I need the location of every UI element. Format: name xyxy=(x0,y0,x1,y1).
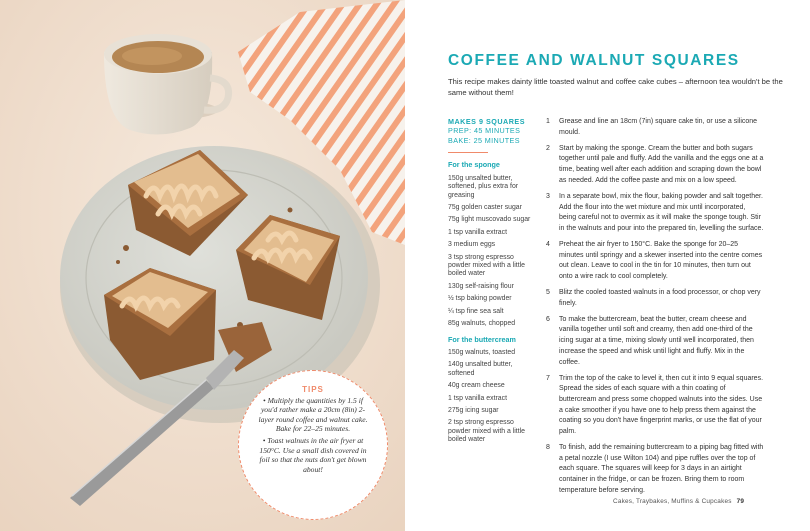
step-number: 1 xyxy=(546,118,550,125)
step-number: 8 xyxy=(546,444,550,452)
ingredient: 1 tsp vanilla extract xyxy=(448,394,507,402)
method-step xyxy=(546,288,764,309)
method-step xyxy=(546,117,764,138)
tips-title: TIPS xyxy=(302,385,324,394)
step-number: 3 xyxy=(546,192,550,200)
ingredient: 1 tsp vanilla extract xyxy=(448,228,507,236)
method-step xyxy=(546,240,764,283)
ingredient: 3 medium eggs xyxy=(448,241,496,249)
method-step xyxy=(546,144,764,187)
step-number: 4 xyxy=(546,240,550,248)
page-number: 79 xyxy=(736,498,745,505)
step-number: 6 xyxy=(546,315,550,323)
tips-badge xyxy=(238,370,388,520)
tip-item: • Toast walnuts in the air fryer at 150°C. Use a small dish covered in foil so that the nuts don't get blown about! xyxy=(259,435,367,474)
tip-item: • Multiply the quantities by 1.5 if you'd rather make a 20cm (8in) 2-layer round coffee and walnut cake. Bake for 22–25 minutes. xyxy=(258,395,368,434)
ingredient: 40g cream cheese xyxy=(448,382,505,390)
method-step xyxy=(546,443,764,497)
sponge-heading: For the sponge xyxy=(448,160,500,170)
step-text: Start by making the sponge. Cream the butter and both sugars together until pale and fluffy. Add the vanilla and the eggs one at a time, beating well after each addition and scraping down the bowl as needed. Add the coffee paste and mix on a low speed. xyxy=(559,144,764,184)
recipe-intro: This recipe makes dainty little toasted walnut and coffee cake cubes – afternoon tea wouldn't be the same without them! xyxy=(448,77,783,97)
method-steps xyxy=(546,117,764,502)
step-number: 2 xyxy=(546,144,550,152)
ingredient: 275g icing sugar xyxy=(448,406,499,414)
ingredient: ¼ tsp fine sea salt xyxy=(448,307,504,315)
ingredient: 150g unsalted butter, softened, plus extra for greasing xyxy=(448,174,519,199)
ingredient: 2 tsp strong espresso powder mixed with a little boiled water xyxy=(448,419,525,444)
ingredient: 130g self-raising flour xyxy=(448,282,514,290)
step-text: In a separate bowl, mix the flour, baking powder and salt together. Add the flour into the wet mixture and mix until incorporated, being careful not to overmix as it will make the sponge tough. Stir in the walnuts and pour into the prepared tin, levelling the surface. xyxy=(559,192,764,232)
recipe-page xyxy=(405,0,810,531)
step-text: Grease and line an 18cm (7in) square cake tin, or use a silicone mould. xyxy=(559,118,758,136)
page-footer xyxy=(613,498,744,505)
step-text: To finish, add the remaining buttercream to a piping bag fitted with a petal nozzle (I use Wilton 104) and pipe ruffles over the top of each square. The squares will keep for 3 days in an airtight container in the fridge, or can be frozen. Bring them to room temperature before serving. xyxy=(559,444,764,494)
method-step xyxy=(546,192,764,235)
method-step xyxy=(546,374,764,438)
ingredients-column xyxy=(448,118,538,449)
prep-time: PREP: 45 MINUTES xyxy=(448,126,521,136)
section-name: Cakes, Traybakes, Muffins & Cupcakes xyxy=(613,498,732,505)
step-text: Preheat the air fryer to 150°C. Bake the sponge for 20–25 minutes until springy and a skewer inserted into the centre comes out clean. Leave to cool in the tin for 10 minutes, then turn out onto a wire rack to cool completely. xyxy=(559,240,763,281)
ingredient: 85g walnuts, chopped xyxy=(448,320,516,328)
method-step xyxy=(546,315,764,369)
recipe-title: COFFEE AND WALNUT SQUARES xyxy=(448,52,740,69)
step-text: Blitz the cooled toasted walnuts in a food processor, or chop very finely. xyxy=(559,289,761,307)
ingredient: 75g light muscovado sugar xyxy=(448,216,531,224)
step-number: 5 xyxy=(546,289,550,297)
buttercream-heading: For the buttercream xyxy=(448,334,516,344)
divider xyxy=(448,152,488,153)
ingredient: 3 tsp strong espresso powder mixed with a little boiled water xyxy=(448,253,525,278)
ingredient: 75g golden caster sugar xyxy=(448,204,522,212)
bake-time: BAKE: 25 MINUTES xyxy=(448,136,520,146)
ingredient: 140g unsalted butter, softened xyxy=(448,361,513,377)
step-text: To make the buttercream, beat the butter, cream cheese and vanilla together until soft and creamy, then add one-third of the icing sugar at a time, mixing slowly until well incorporated, then increase the speed and whisk until light and fluffy. Mix in the coffee. xyxy=(559,315,754,366)
yield-label: MAKES 9 SQUARES xyxy=(448,117,525,126)
ingredient: ½ tsp baking powder xyxy=(448,295,512,303)
step-text: Trim the top of the cake to level it, then cut it into 9 equal squares. Spread the sides of each square with a thin coating of buttercream and press some chopped walnuts into the sides. Use a cake smoother if you have one to help press them against the coating so you don't have fingerprint marks, or use the flat of your palm. xyxy=(559,374,764,436)
ingredient: 150g walnuts, toasted xyxy=(448,348,516,356)
step-number: 7 xyxy=(546,374,550,382)
